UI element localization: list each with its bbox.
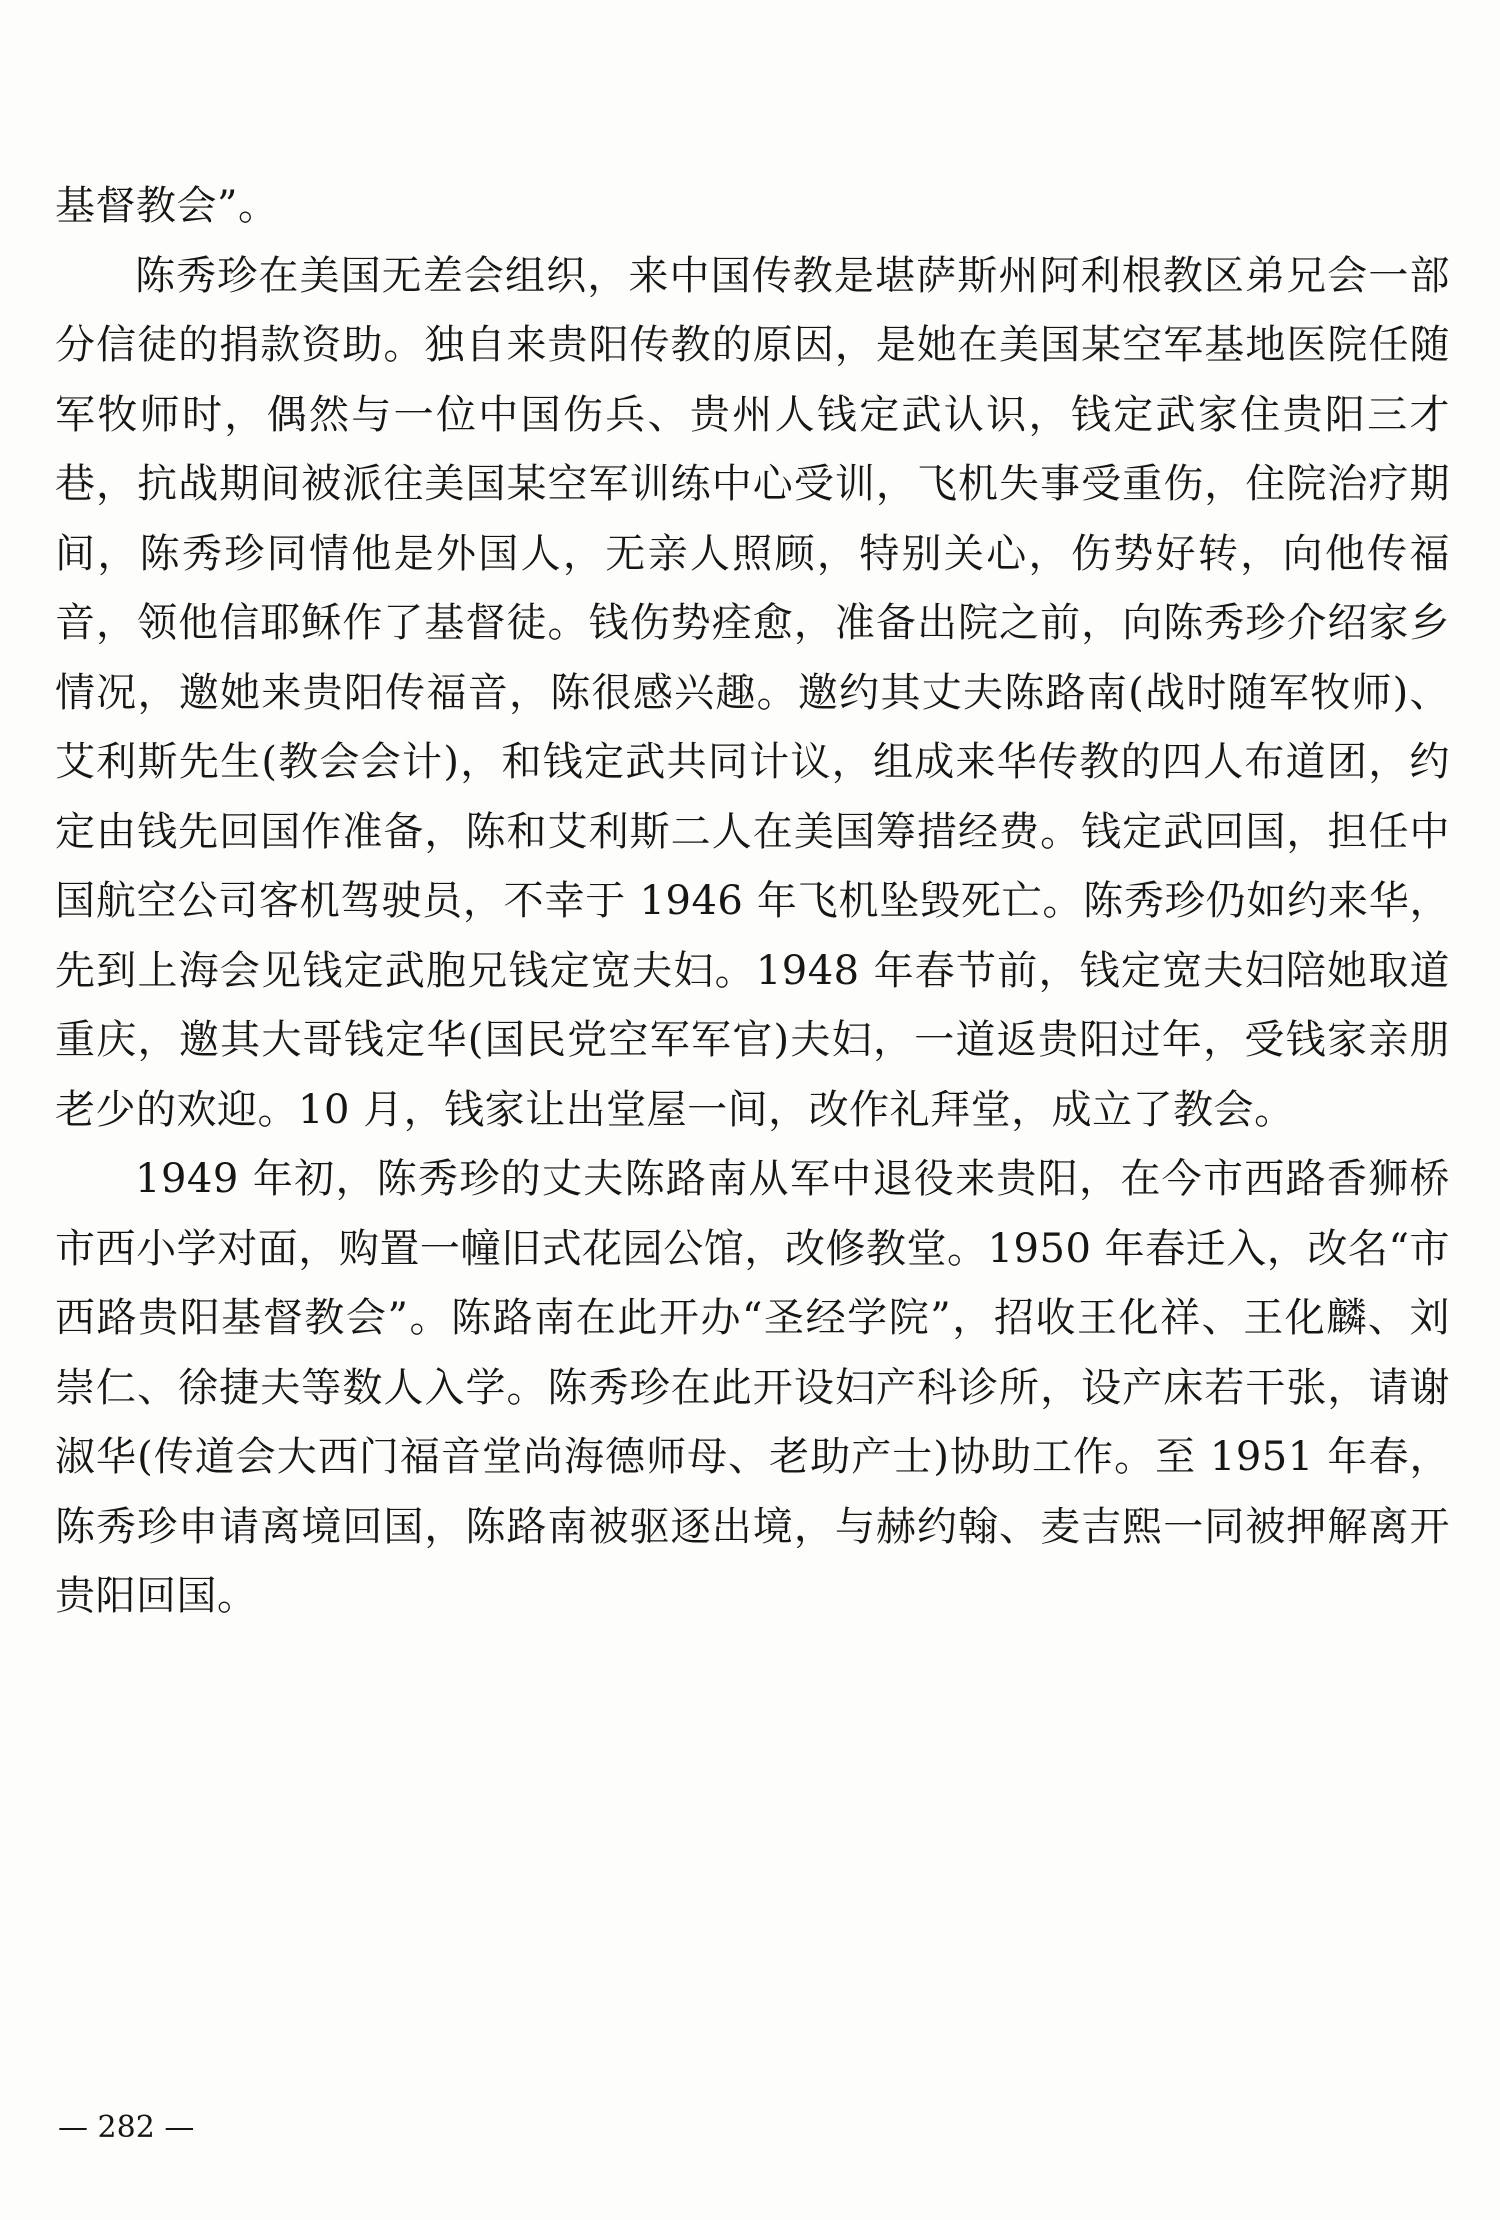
page-number: — 282 — xyxy=(58,2110,195,2145)
paragraph-continuation: 基督教会”。 xyxy=(55,183,279,229)
body-text xyxy=(55,172,1450,1632)
paragraph-1949-church: 1949 年初，陈秀珍的丈夫陈路南从军中退役来贵阳，在今市西路香狮桥市西小学对面，购置一幢旧式花园公馆，改修教堂。1950 年春迁入，改名“市西路贵阳基督教会”。陈路南在此开办“圣经学院”，招收王化祥、王化麟、刘崇仁、徐捷夫等数人入学。陈秀珍在此开设妇产科诊所，设产床若干张，请谢淑华(传道会大西门福音堂尚海德师母、老助产士)协助工作。至 1951 年春，陈秀珍申请离境回国，陈路南被驱逐出境，与赫约翰、麦吉熙一同被押解离开贵阳回国。 xyxy=(55,1156,1450,1619)
paragraph-chen-xiuzhen-background: 陈秀珍在美国无差会组织，来中国传教是堪萨斯州阿利根教区弟兄会一部分信徒的捐款资助。独自来贵阳传教的原因，是她在美国某空军基地医院任随军牧师时，偶然与一位中国伤兵、贵州人钱定武认识，钱定武家住贵阳三才巷，抗战期间被派往美国某空军训练中心受训，飞机失事受重伤，住院治疗期间，陈秀珍同情他是外国人，无亲人照顾，特别关心，伤势好转，向他传福音，领他信耶稣作了基督徒。钱伤势痊愈，准备出院之前，向陈秀珍介绍家乡情况，邀她来贵阳传福音，陈很感兴趣。邀约其丈夫陈路南(战时随军牧师)、艾利斯先生(教会会计)，和钱定武共同计议，组成来华传教的四人布道团，约定由钱先回国作准备，陈和艾利斯二人在美国筹措经费。钱定武回国，担任中国航空公司客机驾驶员，不幸于 1946 年飞机坠毁死亡。陈秀珍仍如约来华，先到上海会见钱定武胞兄钱定宽夫妇。1948 年春节前，钱定宽夫妇陪她取道重庆，邀其大哥钱定华(国民党空军军官)夫妇，一道返贵阳过年，受钱家亲朋老少的欢迎。10 月，钱家让出堂屋一间，改作礼拜堂，成立了教会。 xyxy=(55,252,1450,1133)
